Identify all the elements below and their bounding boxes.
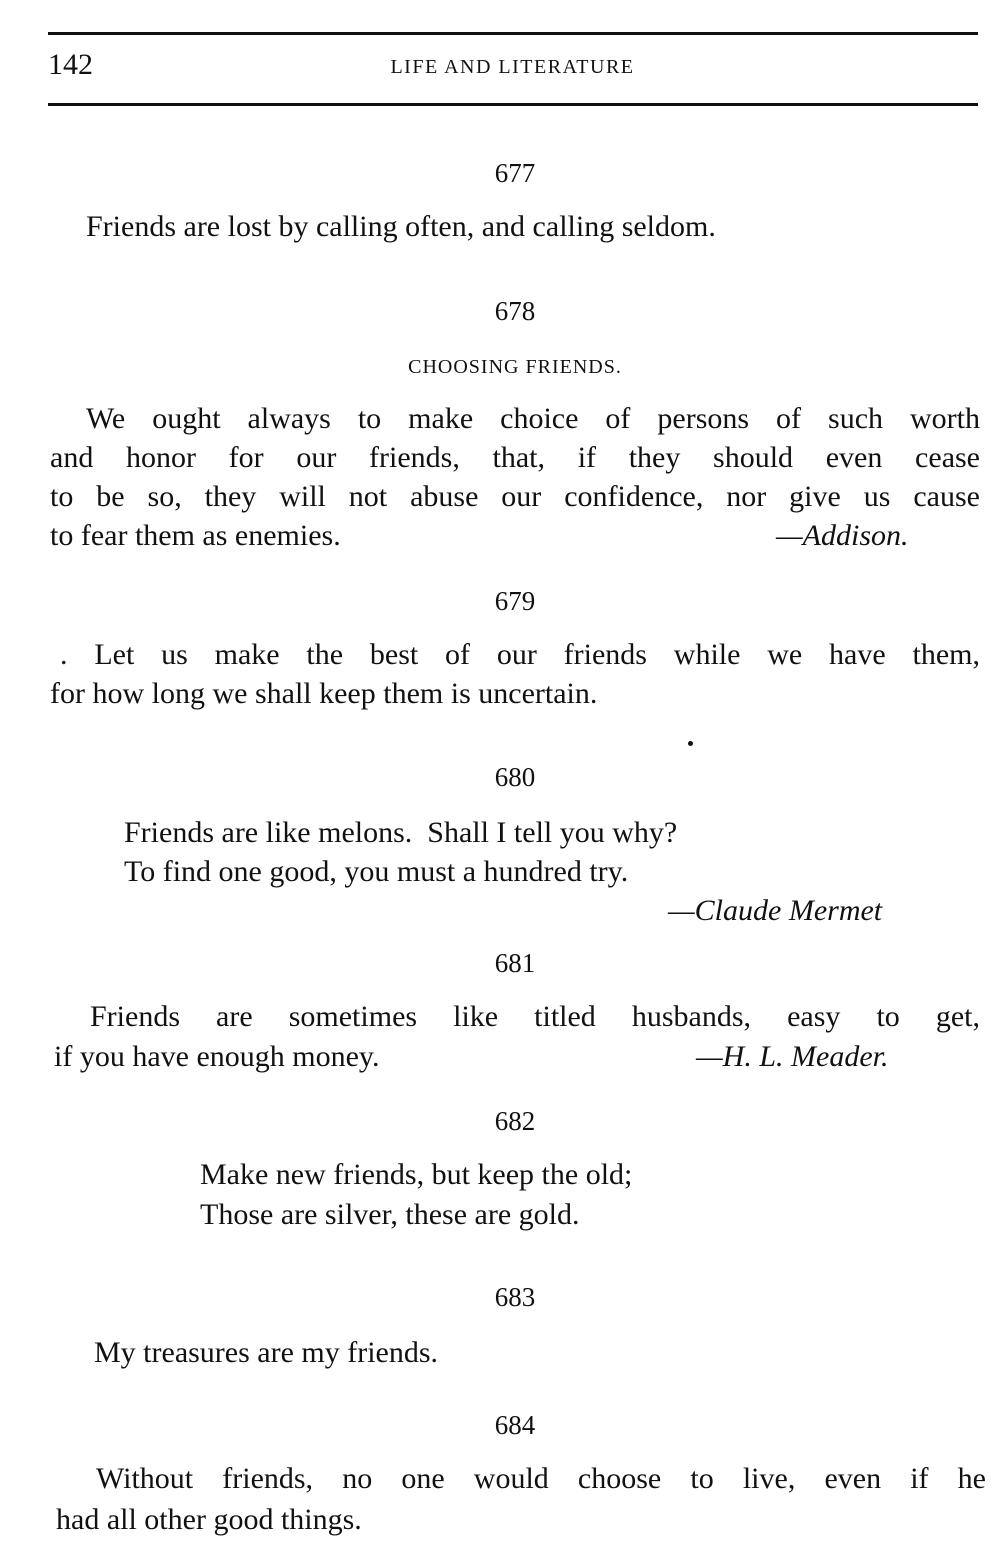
entry-number-679: 679	[494, 586, 536, 616]
entry-number-684: 684	[494, 1410, 536, 1440]
entry-678-line-2: and honor for our friends, that, if they should even cease	[50, 441, 980, 474]
running-title: LIFE AND LITERATURE	[390, 56, 635, 78]
entry-682-line-1: Make new friends, but keep the old;	[200, 1158, 633, 1191]
entry-684-line-1: Without friends, no one would choose to live, even if he	[96, 1462, 986, 1495]
entry-680-attribution: —Claude Mermet	[668, 894, 883, 927]
entry-678-heading: CHOOSING FRIENDS.	[408, 356, 622, 378]
entry-number-680: 680	[494, 762, 536, 792]
entry-677-line-1: Friends are lost by calling often, and calling seldom.	[86, 210, 716, 243]
entry-678-line-1: We ought always to make choice of persons of such worth	[86, 402, 980, 435]
entry-number-678: 678	[494, 296, 536, 326]
page-number: 142	[48, 48, 93, 81]
entry-682-line-2: Those are silver, these are gold.	[200, 1198, 580, 1231]
entry-678-line-3: to be so, they will not abuse our confidence, nor give us cause	[50, 480, 980, 513]
entry-679-line-2: for how long we shall keep them is uncertain.	[50, 677, 598, 710]
entry-number-677: 677	[494, 158, 536, 188]
entry-679-line-1: . Let us make the best of our friends while we have them,	[60, 638, 980, 671]
header-rule-top	[48, 32, 978, 35]
entry-680-line-1: Friends are like melons. Shall I tell you why?	[124, 816, 678, 849]
entry-number-683: 683	[494, 1282, 536, 1312]
entry-number-682: 682	[494, 1106, 536, 1136]
entry-683-line-1: My treasures are my friends.	[94, 1336, 439, 1369]
entry-680-line-2: To find one good, you must a hundred try.	[124, 855, 629, 888]
header-rule-bottom	[48, 103, 978, 106]
entry-684-line-2: had all other good things.	[56, 1503, 362, 1536]
entry-678-attribution: —Addison.	[776, 519, 909, 552]
entry-681-line-1: Friends are sometimes like titled husbands, easy to get,	[90, 1000, 980, 1033]
entry-681-line-2: if you have enough money.	[54, 1040, 380, 1073]
entry-number-681: 681	[494, 948, 536, 978]
print-speck	[688, 741, 693, 746]
entry-681-attribution: —H. L. Meader.	[696, 1040, 889, 1073]
entry-678-line-4: to fear them as enemies.	[50, 519, 341, 552]
